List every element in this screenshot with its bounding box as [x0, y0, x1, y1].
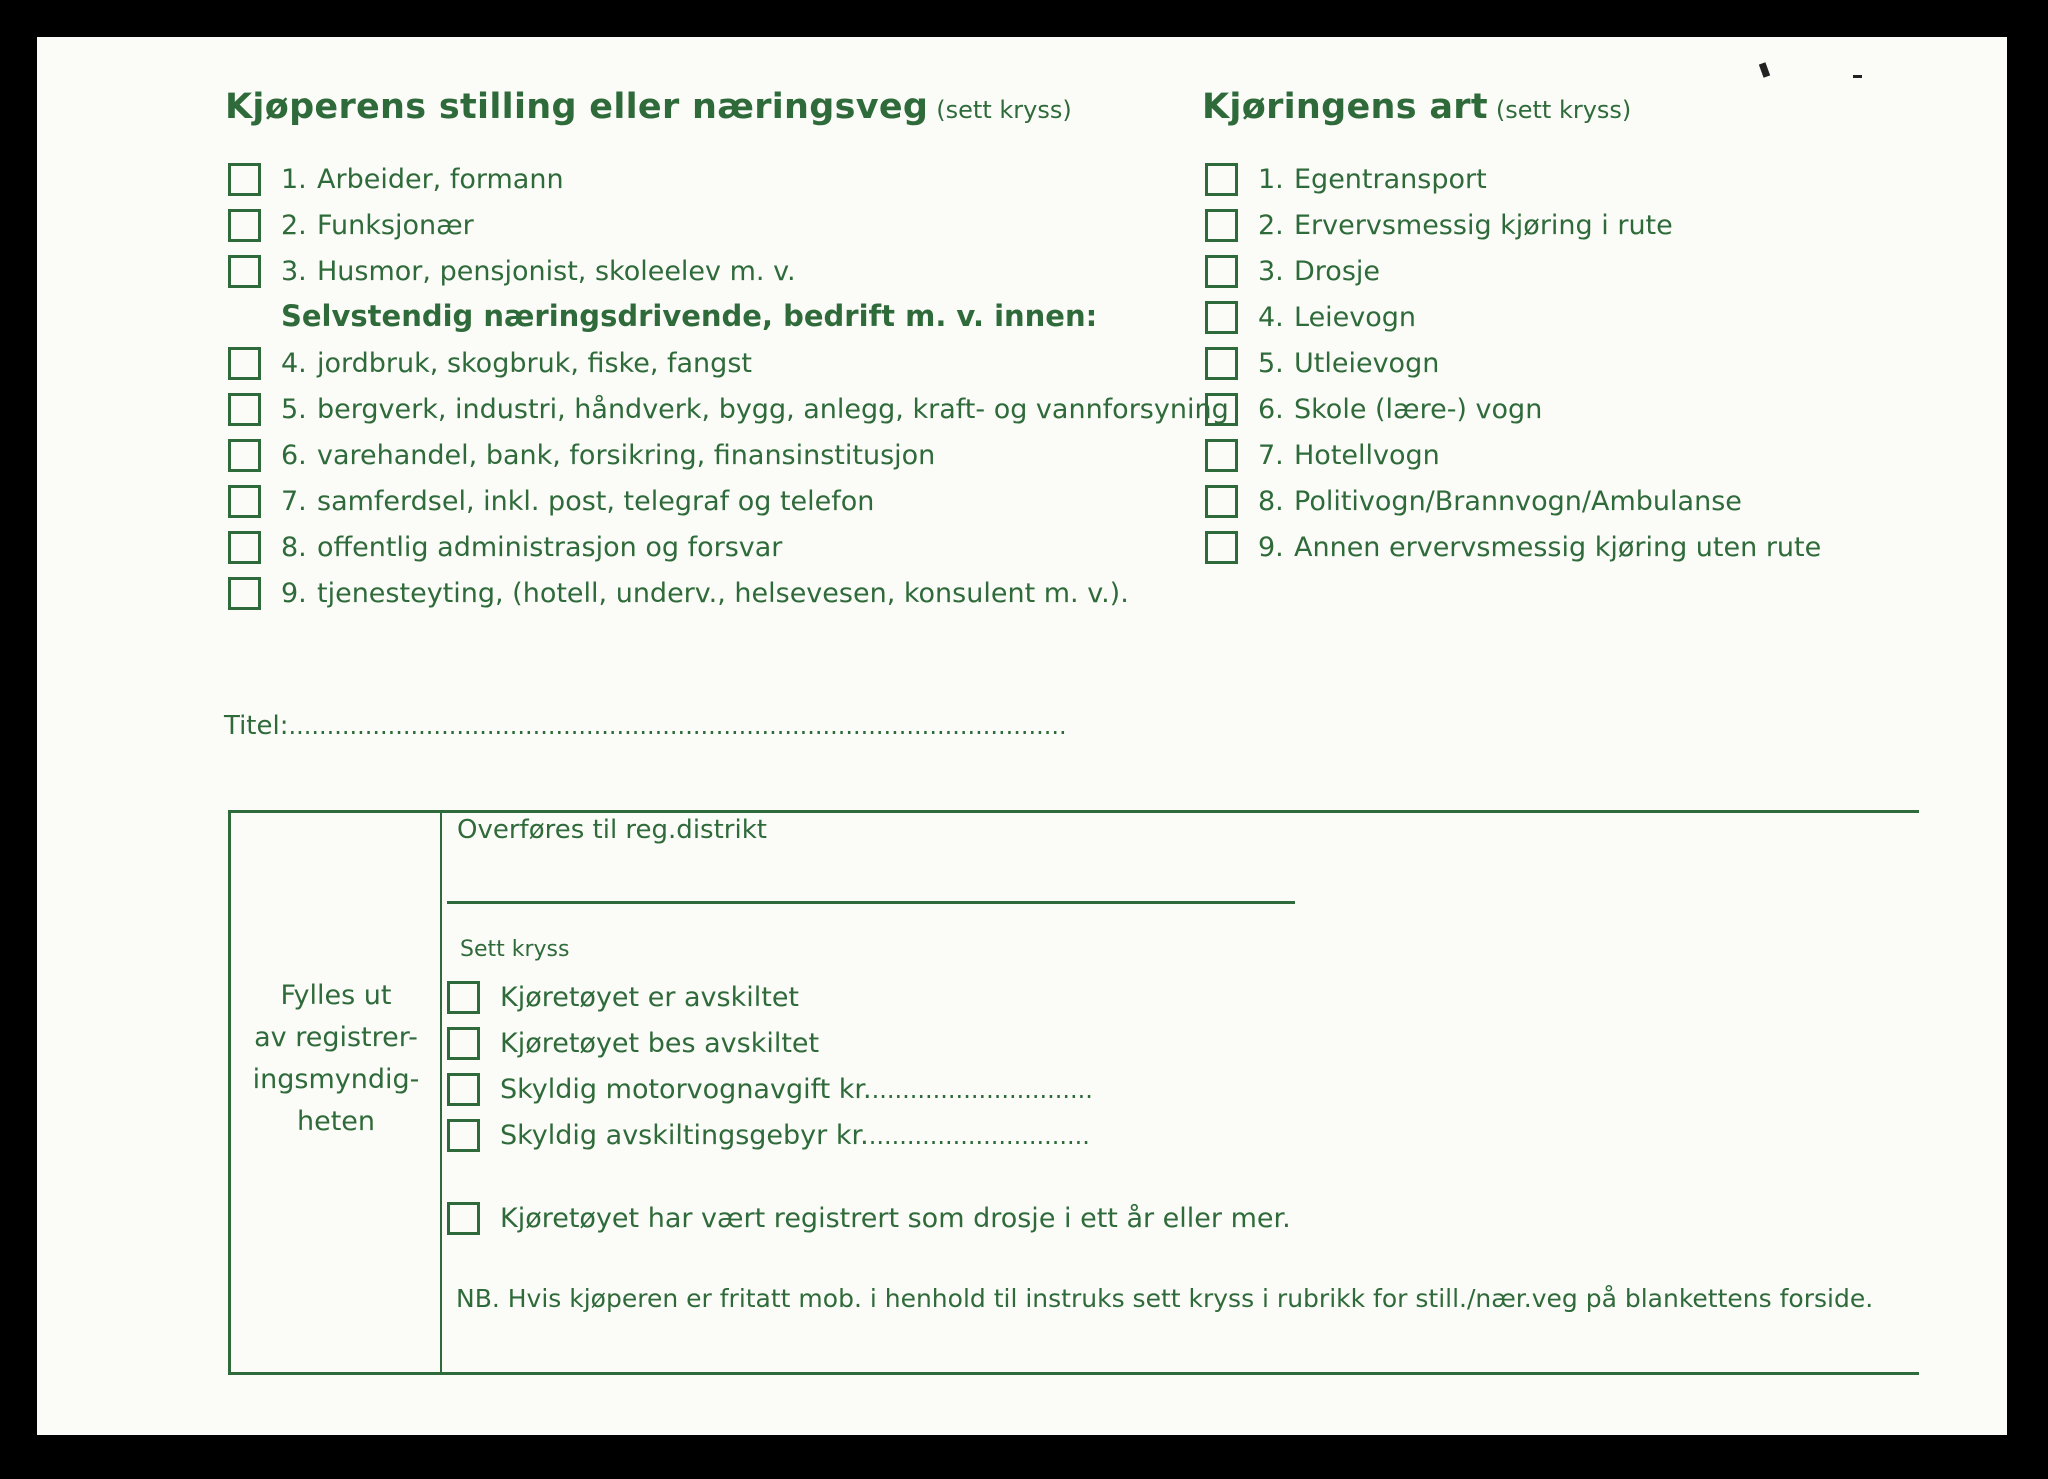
option-label: Ervervsmessig kjøring i rute [1294, 209, 1673, 241]
driving-heading [1202, 87, 1631, 127]
driving-heading-text: Kjøringens art [1202, 87, 1488, 127]
form-sheet [37, 37, 2007, 1435]
side-label-line: Fylles ut [280, 980, 392, 1011]
checkbox[interactable] [228, 163, 261, 196]
option-number: 1. [1258, 163, 1284, 195]
check-label: Kjøretøyet har vært registrert som drosje i ett år eller mer. [500, 1202, 1291, 1234]
option-number: 2. [1258, 209, 1284, 241]
option-label: Utleievogn [1294, 347, 1440, 379]
checkbox[interactable] [447, 1027, 480, 1060]
option-label: Politivogn/Brannvogn/Ambulanse [1294, 485, 1742, 517]
driving-option-4[interactable] [1205, 297, 1416, 337]
option-label: varehandel, bank, forsikring, finansinstitusjon [317, 439, 936, 471]
driving-option-1[interactable] [1205, 159, 1487, 199]
option-number: 9. [281, 577, 307, 609]
checkbox[interactable] [1205, 301, 1238, 334]
side-label-line: heten [296, 1106, 376, 1137]
buyer-option-7[interactable] [228, 481, 874, 521]
check-label: Skyldig avskiltingsgebyr kr. [500, 1119, 869, 1151]
buyer-option-5[interactable] [228, 389, 1229, 429]
option-label: Hotellvogn [1294, 439, 1440, 471]
driving-option-7[interactable] [1205, 435, 1440, 475]
option-number: 8. [281, 531, 307, 563]
checkbox[interactable] [228, 577, 261, 610]
option-label: Drosje [1294, 255, 1380, 287]
box-divider [440, 810, 442, 1372]
registry-check-5[interactable] [447, 1198, 1291, 1238]
checkbox[interactable] [228, 531, 261, 564]
check-label: Kjøretøyet bes avskiltet [500, 1027, 820, 1059]
option-number: 6. [281, 439, 307, 471]
option-number: 8. [1258, 485, 1284, 517]
option-label: offentlig administrasjon og forsvar [317, 531, 783, 563]
buyer-option-1[interactable] [228, 159, 564, 199]
option-label: Skole (lære-) vogn [1294, 393, 1543, 425]
buyer-subheading: Selvstendig næringsdrivende, bedrift m. v. innen: [281, 299, 1098, 333]
option-number: 3. [281, 255, 307, 287]
option-number: 5. [1258, 347, 1284, 379]
checkbox[interactable] [1205, 393, 1238, 426]
buyer-option-3[interactable] [228, 251, 796, 291]
buyer-option-8[interactable] [228, 527, 782, 567]
ink-speck [1759, 62, 1770, 78]
title-label: Titel: [224, 711, 289, 741]
checkbox[interactable] [1205, 485, 1238, 518]
checkbox[interactable] [447, 1202, 480, 1235]
buyer-option-4[interactable] [228, 343, 752, 383]
buyer-option-2[interactable] [228, 205, 474, 245]
checkbox[interactable] [1205, 163, 1238, 196]
option-number: 3. [1258, 255, 1284, 287]
check-note: Sett kryss [460, 937, 570, 962]
driving-option-3[interactable] [1205, 251, 1380, 291]
box-bottom-border [228, 1372, 1919, 1375]
option-number: 5. [281, 393, 307, 425]
driving-option-5[interactable] [1205, 343, 1439, 383]
option-number: 7. [281, 485, 307, 517]
buyer-heading-text: Kjøperens stilling eller næringsveg [225, 87, 929, 127]
registry-check-4[interactable] [447, 1115, 1090, 1155]
registry-check-3[interactable] [447, 1069, 1093, 1109]
option-label: Annen ervervsmessig kjøring uten rute [1294, 531, 1822, 563]
option-number: 4. [281, 347, 307, 379]
driving-option-6[interactable] [1205, 389, 1542, 429]
driving-option-2[interactable] [1205, 205, 1673, 245]
option-label: Egentransport [1294, 163, 1487, 195]
transfer-label: Overføres til reg.distrikt [457, 815, 767, 845]
driving-option-9[interactable] [1205, 527, 1821, 567]
title-field[interactable] [224, 711, 1067, 741]
option-label: Leievogn [1294, 301, 1417, 333]
driving-heading-note: (sett kryss) [1495, 96, 1632, 124]
registry-check-2[interactable] [447, 1023, 819, 1063]
box-top-border [228, 810, 1919, 813]
transfer-line[interactable] [447, 901, 1295, 904]
checkbox[interactable] [1205, 347, 1238, 380]
side-label-line: ingsmyndig- [252, 1064, 420, 1095]
checkbox[interactable] [228, 439, 261, 472]
check-label: Skyldig motorvognavgift kr. [500, 1073, 872, 1105]
buyer-option-6[interactable] [228, 435, 935, 475]
checkbox[interactable] [228, 485, 261, 518]
checkbox[interactable] [1205, 255, 1238, 288]
title-dots: ...................................................................................................... [288, 712, 1067, 740]
driving-option-8[interactable] [1205, 481, 1742, 521]
checkbox[interactable] [1205, 209, 1238, 242]
amount-dots: ............................. [868, 1121, 1090, 1150]
option-number: 1. [281, 163, 307, 195]
checkbox[interactable] [447, 981, 480, 1014]
box-left-border [228, 810, 231, 1375]
option-number: 4. [1258, 301, 1284, 333]
checkbox[interactable] [228, 393, 261, 426]
ink-speck [1853, 75, 1862, 78]
option-label: samferdsel, inkl. post, telegraf og telefon [317, 485, 875, 517]
registry-side-label [232, 975, 440, 1143]
option-number: 6. [1258, 393, 1284, 425]
option-label: Funksjonær [317, 209, 474, 241]
checkbox[interactable] [1205, 439, 1238, 472]
option-label: jordbruk, skogbruk, fiske, fangst [317, 347, 752, 379]
checkbox[interactable] [1205, 531, 1238, 564]
checkbox[interactable] [228, 255, 261, 288]
checkbox[interactable] [228, 347, 261, 380]
check-label: Kjøretøyet er avskiltet [500, 981, 800, 1013]
buyer-option-9[interactable] [228, 573, 1129, 613]
checkbox[interactable] [447, 1073, 480, 1106]
checkbox[interactable] [228, 209, 261, 242]
option-number: 2. [281, 209, 307, 241]
registry-check-1[interactable] [447, 977, 799, 1017]
buyer-heading-note: (sett kryss) [936, 96, 1072, 124]
option-label: bergverk, industri, håndverk, bygg, anlegg, kraft- og vannforsyning [317, 393, 1229, 425]
buyer-heading [225, 87, 1072, 127]
option-label: Arbeider, formann [317, 163, 564, 195]
option-number: 7. [1258, 439, 1284, 471]
registry-note: NB. Hvis kjøperen er fritatt mob. i henhold til instruks sett kryss i rubrikk for still./nær.veg på blankettens forside. [456, 1284, 1874, 1313]
option-label: tjenesteyting, (hotell, underv., helsevesen, konsulent m. v.). [317, 577, 1129, 609]
amount-dots: ............................. [871, 1075, 1093, 1104]
side-label-line: av registrer- [254, 1022, 418, 1053]
option-label: Husmor, pensjonist, skoleelev m. v. [317, 255, 796, 287]
option-number: 9. [1258, 531, 1284, 563]
checkbox[interactable] [447, 1119, 480, 1152]
